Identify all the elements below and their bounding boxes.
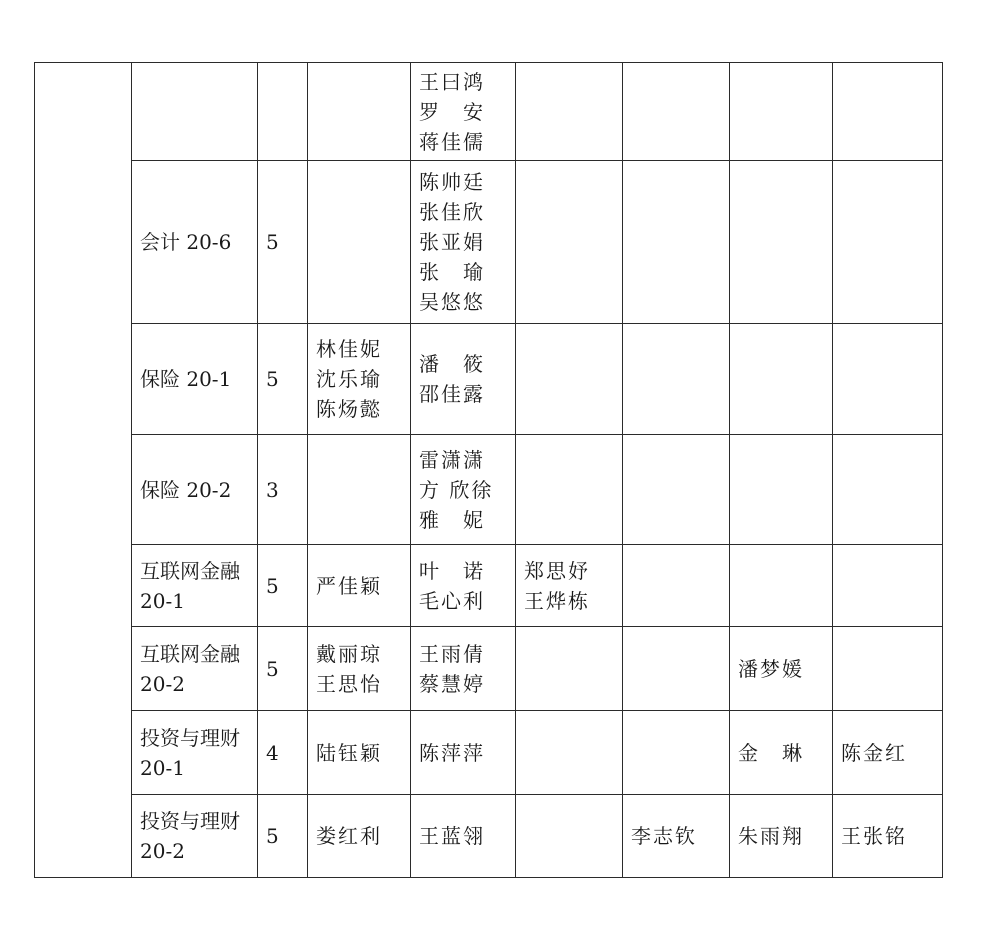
names-cell-c5 [516,161,623,324]
table-row [35,795,943,878]
names-cell-c5 [516,627,623,711]
table-row [35,711,943,795]
count-cell: 4 [258,711,308,795]
student-name: 沈乐瑜 [316,367,382,391]
student-name: 张亚娟 [419,230,485,254]
class-name-cell: 会计 20-6 [132,161,258,324]
names-cell-c8 [833,711,943,795]
roster-table [34,62,943,878]
names-cell-c5 [516,545,623,627]
count-cell: 5 [258,161,308,324]
names-cell-c4 [411,161,516,324]
names-cell-c5 [516,711,623,795]
names-cell-c6 [623,711,730,795]
names-cell-c6 [623,161,730,324]
table-row [35,435,943,545]
table-row [35,545,943,627]
class-name-cell: 保险 20-1 [132,324,258,435]
names-cell-c6 [623,795,730,878]
leftmost-merged-cell [35,63,132,878]
student-name: 邵佳露 [419,382,485,406]
table-row [35,627,943,711]
names-cell-c3 [308,324,411,435]
names-cell-c7 [730,435,833,545]
count-cell: 5 [258,795,308,878]
names-cell-c5 [516,63,623,161]
class-name-cell [132,63,258,161]
student-name: 方 欣徐 [419,477,494,502]
student-name: 蔡慧婷 [419,671,485,696]
names-cell-c3 [308,161,411,324]
names-cell-c7 [730,627,833,711]
names-cell-c4 [411,795,516,878]
class-name-cell: 保险 20-2 [132,435,258,545]
names-cell-c3 [308,711,411,795]
names-cell-c8 [833,324,943,435]
names-cell-c4 [411,63,516,161]
student-name: 金 琳 [738,740,804,765]
student-name: 郑思妤 [524,558,590,583]
names-cell-c6 [623,435,730,545]
names-cell-c5 [516,324,623,435]
class-name-cell: 互联网金融 20-1 [132,545,258,627]
names-cell-c8 [833,545,943,627]
student-name: 陈帅廷 [419,170,485,194]
student-name: 娄红利 [316,824,382,848]
names-cell-c7 [730,63,833,161]
student-name: 张 瑜 [419,260,485,284]
names-cell-c6 [623,545,730,627]
names-cell-c7 [730,795,833,878]
student-name: 王曰鸿 [419,69,485,94]
count-cell: 5 [258,545,308,627]
student-name: 陈萍萍 [419,740,485,765]
table-body [35,63,943,878]
student-name: 蒋佳儒 [419,129,485,154]
names-cell-c4 [411,627,516,711]
student-name: 王蓝翎 [419,824,485,848]
student-name: 李志钦 [631,824,697,848]
names-cell-c3 [308,435,411,545]
student-name: 吴悠悠 [419,290,485,314]
student-name: 罗 安 [419,99,485,124]
class-name-cell: 投资与理财 20-2 [132,795,258,878]
names-cell-c8 [833,795,943,878]
student-name: 毛心利 [419,588,485,613]
count-cell [258,63,308,161]
class-name-cell: 互联网金融 20-2 [132,627,258,711]
names-cell-c4 [411,324,516,435]
count-cell: 5 [258,627,308,711]
student-name: 王烨栋 [524,588,590,613]
student-name: 王思怡 [316,671,382,696]
student-name: 潘梦媛 [738,656,804,681]
student-name: 张佳欣 [419,200,485,224]
names-cell-c5 [516,795,623,878]
names-cell-c8 [833,63,943,161]
names-cell-c7 [730,545,833,627]
student-name: 雅 妮 [419,507,485,532]
names-cell-c7 [730,711,833,795]
names-cell-c5 [516,435,623,545]
student-name: 严佳颖 [316,573,382,598]
student-name: 陈炀懿 [316,397,382,421]
count-cell: 3 [258,435,308,545]
student-name: 戴丽琼 [316,641,382,666]
names-cell-c3 [308,63,411,161]
student-name: 王雨倩 [419,641,485,666]
student-name: 林佳妮 [316,337,382,361]
names-cell-c8 [833,435,943,545]
names-cell-c4 [411,545,516,627]
table-row [35,63,943,161]
names-cell-c3 [308,795,411,878]
names-cell-c8 [833,627,943,711]
student-name: 王张铭 [841,824,907,848]
names-cell-c8 [833,161,943,324]
names-cell-c4 [411,435,516,545]
count-cell: 5 [258,324,308,435]
names-cell-c6 [623,324,730,435]
student-name: 叶 诺 [419,558,485,583]
names-cell-c4 [411,711,516,795]
names-cell-c3 [308,545,411,627]
names-cell-c3 [308,627,411,711]
names-cell-c7 [730,161,833,324]
names-cell-c6 [623,63,730,161]
student-name: 陈金红 [841,740,907,765]
class-name-cell: 投资与理财 20-1 [132,711,258,795]
table-row [35,161,943,324]
names-cell-c6 [623,627,730,711]
student-name: 朱雨翔 [738,824,804,848]
student-name: 陆钰颖 [316,740,382,765]
student-name: 雷潇潇 [419,447,485,472]
student-name: 潘 筱 [419,352,485,376]
table-row [35,324,943,435]
names-cell-c7 [730,324,833,435]
